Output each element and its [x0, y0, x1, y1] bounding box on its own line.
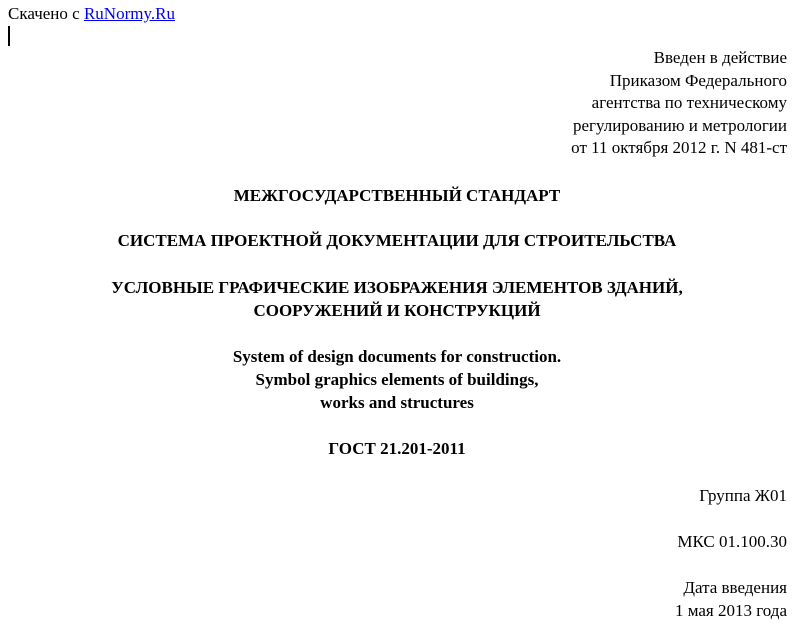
- introduction-date-block: [675, 577, 787, 623]
- text-cursor: [8, 26, 10, 46]
- system-heading: СИСТЕМА ПРОЕКТНОЙ ДОКУМЕНТАЦИИ ДЛЯ СТРОИТЕЛЬСТВА: [117, 231, 677, 250]
- approval-line: Введен в действие: [653, 48, 787, 67]
- standard-type-heading: МЕЖГОСУДАРСТВЕННЫЙ СТАНДАРТ: [233, 186, 561, 205]
- english-title: [0, 346, 794, 415]
- english-title-line: Symbol graphics elements of buildings,: [255, 370, 539, 389]
- source-prefix: Скачено с: [8, 4, 80, 23]
- approval-line: регулированию и метрологии: [572, 115, 787, 135]
- approval-line: агентства по техническому: [591, 93, 787, 112]
- runormy-link[interactable]: RuNormy.Ru: [83, 4, 175, 23]
- approval-block: [571, 47, 787, 160]
- approval-line: от 11 октября 2012 г. N 481-ст: [571, 138, 787, 157]
- document-title: [0, 277, 794, 323]
- english-title-line: System of design documents for construction.: [232, 347, 562, 366]
- title-line: СООРУЖЕНИЙ И КОНСТРУКЦИЙ: [253, 301, 541, 320]
- introduction-label: Дата введения: [683, 578, 787, 597]
- source-line: [8, 3, 175, 25]
- mks-code: МКС 01.100.30: [677, 532, 787, 551]
- group-code: Группа Ж01: [699, 486, 787, 505]
- title-line: УСЛОВНЫЕ ГРАФИЧЕСКИЕ ИЗОБРАЖЕНИЯ ЭЛЕМЕНТОВ ЗДАНИЙ,: [111, 278, 683, 297]
- gost-number: ГОСТ 21.201-2011: [328, 439, 466, 458]
- introduction-date: 1 мая 2013 года: [674, 601, 787, 620]
- english-title-line: works and structures: [320, 393, 474, 412]
- approval-line: Приказом Федерального: [609, 70, 787, 90]
